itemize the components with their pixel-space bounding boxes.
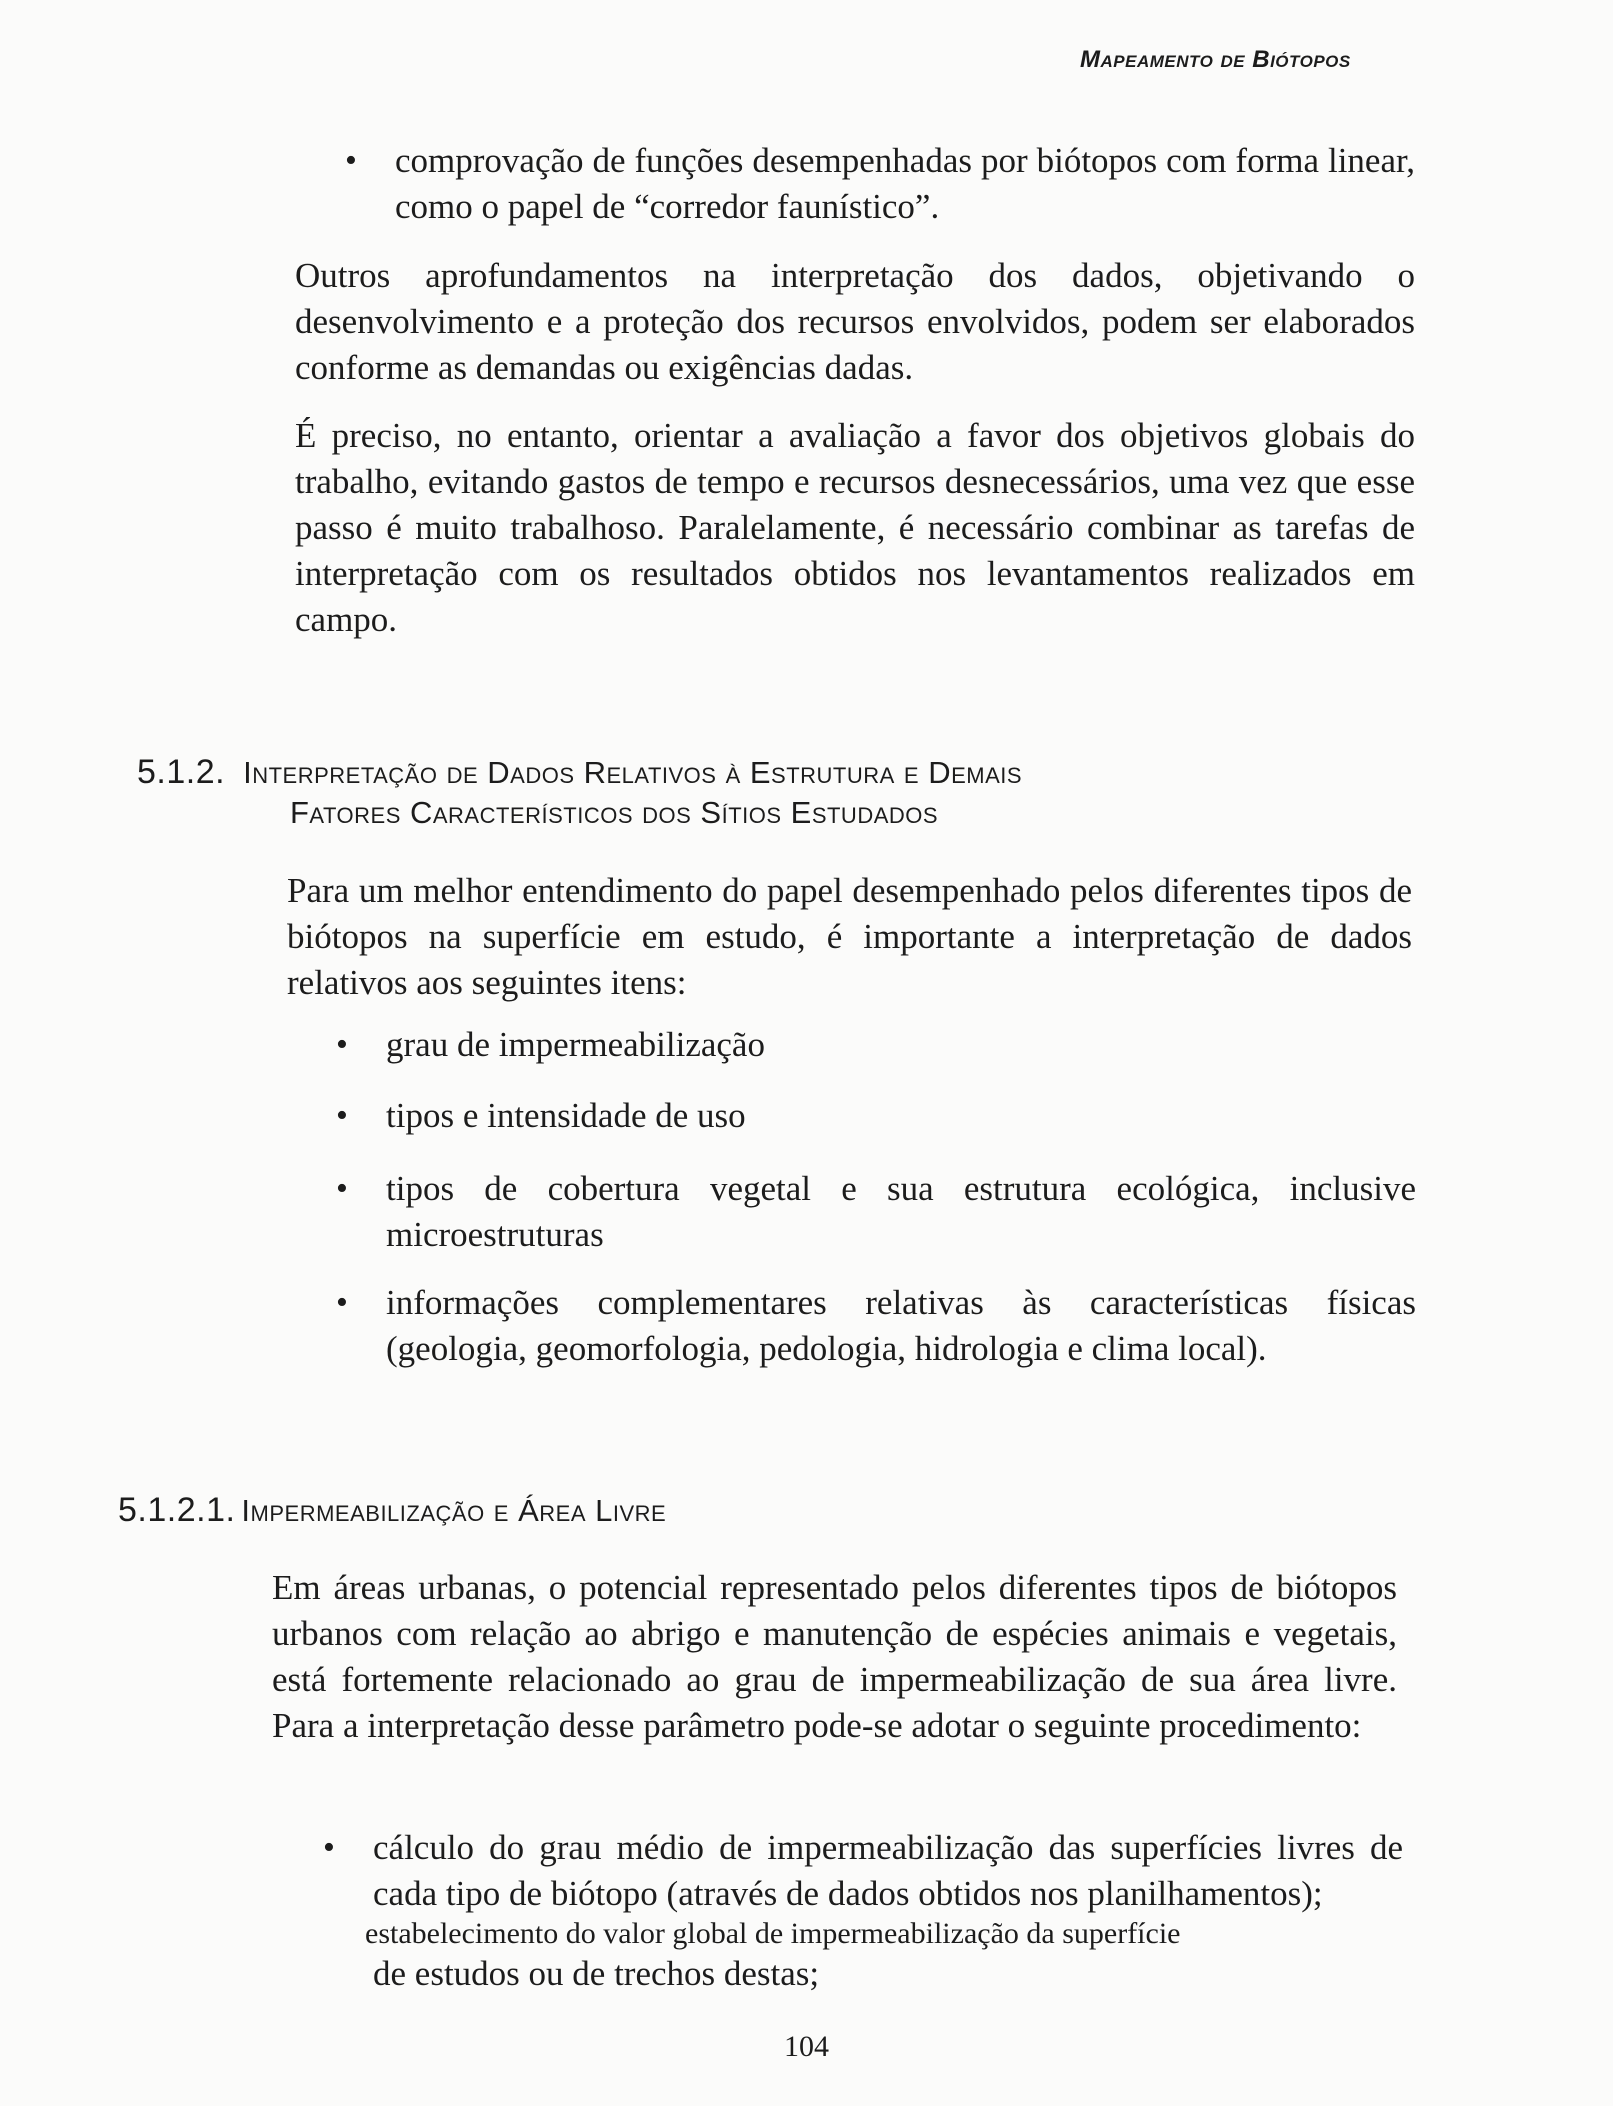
section-title-line2: Fatores Característicos dos Sítios Estudados: [290, 795, 939, 830]
section-intro-5-1-2-1: Em áreas urbanas, o potencial representado pelos diferentes tipos de biótopos urbanos com relação ao abrigo e manutenção de espécies animais e vegetais, está fortemente relacionado ao grau de impermeabilização de sua área livre. Para a interpretação desse parâmetro pode-se adotar o seguinte procedimento:: [272, 1568, 1397, 1745]
section-number: 5.1.2.: [137, 753, 226, 791]
section-title: Impermeabilização e Área Livre: [241, 1493, 667, 1528]
bullet-text: comprovação de funções desempenhadas por biótopos com forma linear, como o papel de “corredor faunístico”.: [395, 141, 1415, 226]
paragraph-avaliacao: É preciso, no entanto, orientar a avaliação a favor dos objetivos globais do trabalho, evitando gastos de tempo e recursos desnecessários, uma vez que esse passo é muito trabalhoso. Paralelamente, é necessário combinar as tarefas de interpretação com os resultados obtidos nos levantamentos realizados em campo.: [295, 416, 1415, 639]
list-item: [323, 1825, 1403, 1997]
item-text: cálculo do grau médio de impermeabilização das superfícies livres de cada tipo de biótopo (através de dados obtidos nos planilhamentos);: [373, 1828, 1403, 1913]
item-text-continuation: estabelecimento do valor global de impermeabilização da superfície: [365, 1917, 1181, 1950]
bullet-dot-icon: •: [323, 1829, 335, 1866]
section-title-line1: Interpretação de Dados Relativos à Estrutura e Demais: [243, 755, 1023, 790]
item-text-end: de estudos ou de trechos destas;: [373, 1954, 820, 1993]
list-item: • tipos e intensidade de uso: [336, 1093, 1416, 1139]
list-item: • informações complementares relativas às características físicas (geologia, geomorfologia, pedologia, hidrologia e clima local).: [336, 1280, 1416, 1372]
bullet-dot-icon: •: [336, 1026, 348, 1063]
bullet-dot-icon: •: [336, 1284, 348, 1321]
page-number: 104: [784, 2030, 829, 2063]
running-header: Mapeamento de Biótopos: [1080, 46, 1351, 73]
bullet-dot-icon: •: [336, 1097, 348, 1134]
section-intro-5-1-2: Para um melhor entendimento do papel desempenhado pelos diferentes tipos de biótopos na superfície em estudo, é importante a interpretação de dados relativos aos seguintes itens:: [287, 871, 1412, 1002]
paragraph-aprofundamentos: Outros aprofundamentos na interpretação dos dados, objetivando o desenvolvimento e a proteção dos recursos envolvidos, podem ser elaborados conforme as demandas ou exigências dadas.: [295, 256, 1415, 387]
list-item: • grau de impermeabilização: [336, 1022, 1416, 1068]
section-heading-5-1-2: [137, 752, 1417, 833]
section-heading-5-1-2-1: [118, 1490, 1318, 1531]
bullet-dot-icon: •: [345, 142, 357, 179]
list-item: • tipos de cobertura vegetal e sua estrutura ecológica, inclusive microestruturas: [336, 1166, 1416, 1258]
bullet-item-corredor: [345, 138, 1415, 230]
bullet-dot-icon: •: [336, 1170, 348, 1207]
section-number: 5.1.2.1.: [118, 1491, 236, 1529]
